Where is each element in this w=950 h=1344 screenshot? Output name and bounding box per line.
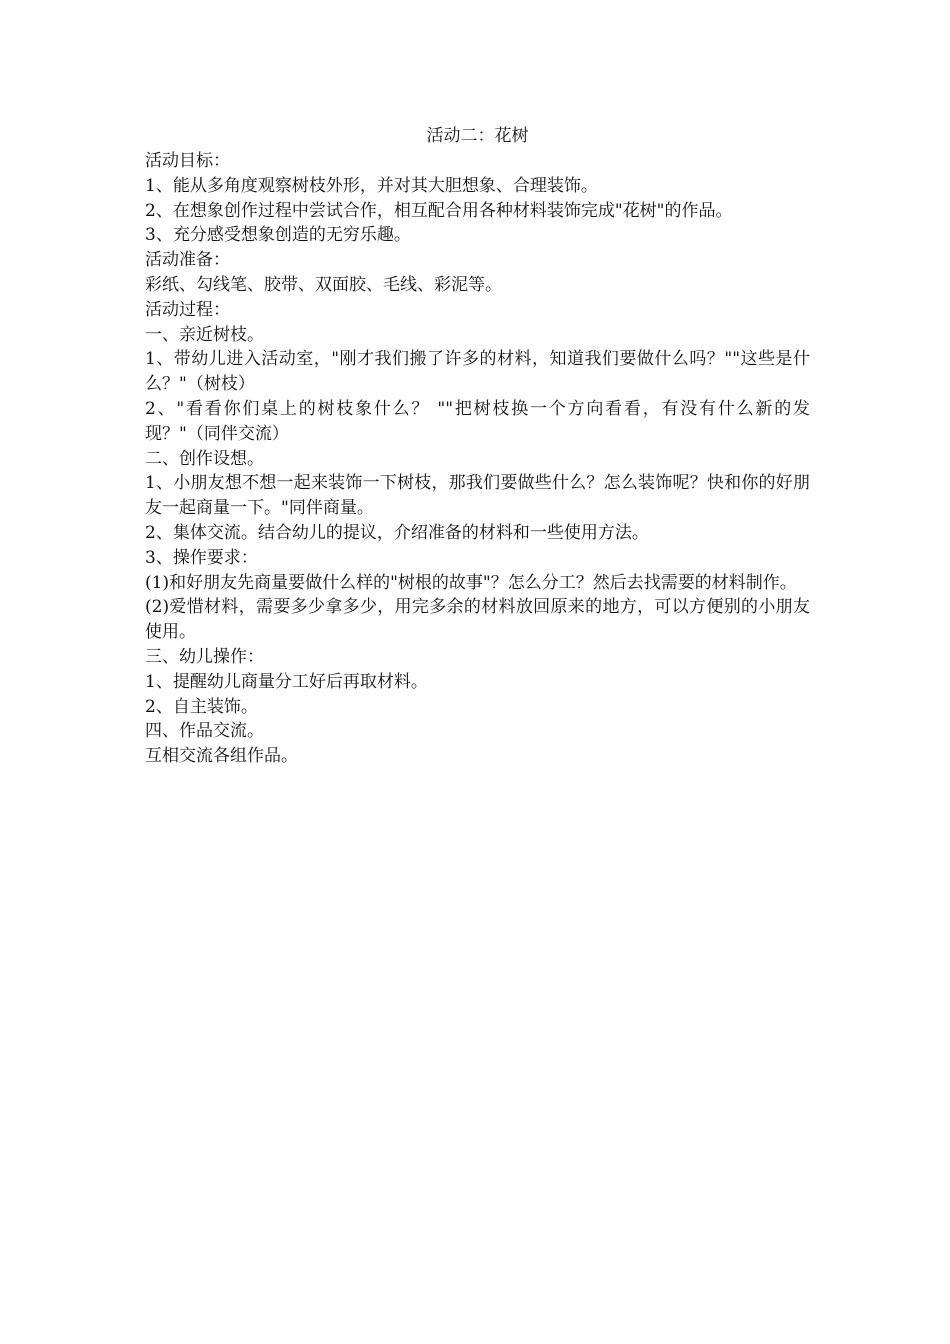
- process-step-4-item-1: 互相交流各组作品。: [145, 746, 298, 767]
- requirement-item-1: (1)和好朋友先商量要做什么样的"树根的故事"？怎么分工？然后去找需要的材料制作。: [145, 572, 797, 593]
- goal-item-2: 2、在想象创作过程中尝试合作，相互配合用各种材料装饰完成"花树"的作品。: [145, 200, 733, 221]
- requirement-item-2: (2)爱惜材料，需要多少拿多少，用完多余的材料放回原来的地方，可以方便别的小朋友使用。: [145, 597, 810, 643]
- process-step-1-heading: 一、亲近树枝。: [145, 324, 264, 345]
- process-step-2-item-1: 1、小朋友想不想一起来装饰一下树枝，那我们要做些什么？怎么装饰呢？快和你的好朋友一起商量一下。"同伴商量。: [145, 473, 810, 519]
- process-step-1-item-1: 1、带幼儿进入活动室，"刚才我们搬了许多的材料，知道我们要做什么吗？""这些是什么？"（树枝）: [145, 349, 810, 395]
- section-heading-preparation: 活动准备：: [145, 250, 230, 271]
- process-step-1-item-2: 2、"看看你们桌上的树枝象什么？ ""把树枝换一个方向看看，有没有什么新的发现？"（同伴交流）: [145, 398, 810, 444]
- document-title: 活动二：花树: [426, 126, 529, 146]
- section-heading-goals: 活动目标：: [145, 151, 230, 171]
- process-step-4-heading: 四、作品交流。: [145, 721, 264, 742]
- section-heading-process: 活动过程：: [145, 299, 230, 320]
- process-step-3-item-2: 2、自主装饰。: [145, 696, 258, 717]
- process-step-2-item-2: 2、集体交流。结合幼儿的提议，介绍准备的材料和一些使用方法。: [145, 522, 649, 543]
- preparation-materials: 彩纸、勾线笔、胶带、双面胶、毛线、彩泥等。: [145, 274, 502, 295]
- process-step-3-item-1: 1、提醒幼儿商量分工好后再取材料。: [145, 671, 428, 692]
- process-step-2-heading: 二、创作设想。: [145, 448, 264, 469]
- document-page: [145, 124, 810, 769]
- process-step-3-heading: 三、幼儿操作：: [145, 646, 264, 667]
- process-step-2-item-3: 3、操作要求：: [145, 547, 258, 568]
- goal-item-3: 3、充分感受想象创造的无穷乐趣。: [145, 225, 411, 246]
- goal-item-1: 1、能从多角度观察树枝外形，并对其大胆想象、合理装饰。: [145, 175, 598, 196]
